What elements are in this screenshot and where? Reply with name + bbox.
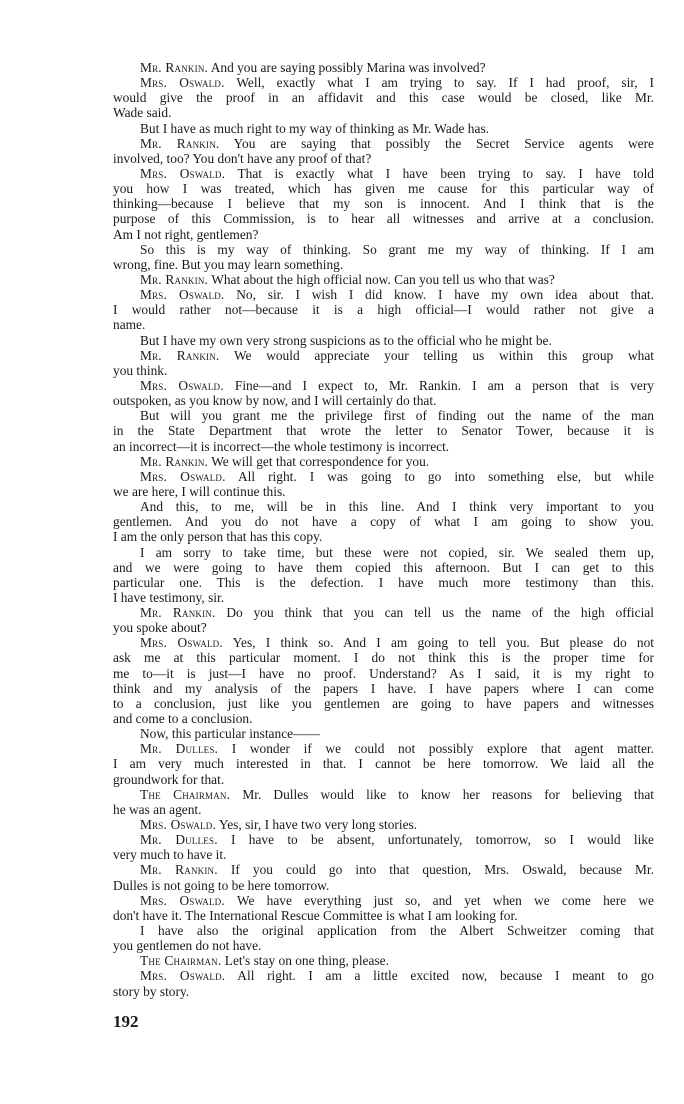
paragraph bbox=[113, 469, 654, 499]
text-line bbox=[113, 862, 654, 877]
speaker-name: The Chairman. bbox=[140, 953, 222, 969]
text-line: Now, this particular instance—— bbox=[140, 726, 320, 742]
text-line: story by story. bbox=[113, 983, 190, 999]
text-line: thinking—because I believe that my son is innocent. And I think that is the bbox=[113, 196, 654, 212]
text-line: ask me at this particular moment. I do not think this is the proper time for bbox=[113, 650, 654, 666]
paragraph bbox=[113, 605, 654, 635]
speaker-name: Mrs. Oswald. bbox=[140, 968, 226, 984]
text-line: purpose of this Commission, is to hear all witnesses and arrive at a conclusion. bbox=[113, 211, 654, 227]
text-line: you how I was treated, which has given me cause for this particular way of bbox=[113, 181, 654, 197]
text-line bbox=[113, 75, 654, 90]
text-line: don't have it. The International Rescue Committee is what I am looking for. bbox=[113, 907, 518, 923]
line-text: Yes, I think so. And I am going to tell you. But please do not bbox=[232, 635, 654, 651]
text-line: I am very much interested in that. I cannot be here tomorrow. We laid all the bbox=[113, 756, 654, 772]
text-line: Am I not right, gentlemen? bbox=[113, 226, 259, 242]
text-line: And this, to me, will be in this line. And I think very important to you bbox=[140, 499, 654, 515]
speaker-name: Mrs. Oswald. bbox=[140, 287, 225, 303]
speaker-name: Mr. Rankin. bbox=[140, 453, 209, 469]
paragraph bbox=[113, 454, 654, 469]
text-line bbox=[113, 968, 654, 983]
paragraph bbox=[113, 923, 654, 953]
text-line: and come to a conclusion. bbox=[113, 711, 253, 727]
line-text: And you are saying possibly Marina was involved? bbox=[210, 60, 486, 75]
speaker-name: Mr. Rankin. bbox=[140, 347, 220, 363]
paragraph bbox=[113, 242, 654, 272]
text-line: particular one. This is the defection. I have much more testimony than this. bbox=[113, 574, 654, 590]
line-text: Do you think that you can tell us the name of the high official bbox=[226, 605, 654, 621]
paragraph bbox=[113, 408, 654, 453]
text-line bbox=[113, 60, 654, 75]
line-text: Let's stay on one thing, please. bbox=[224, 953, 389, 969]
text-line: you spoke about? bbox=[113, 620, 207, 636]
text-line bbox=[113, 469, 654, 484]
speaker-name: Mr. Dulles. bbox=[140, 741, 219, 757]
line-text: If you could go into that question, Mrs. Oswald, because Mr. bbox=[230, 862, 654, 878]
text-line bbox=[113, 605, 654, 620]
text-line bbox=[113, 136, 654, 151]
text-line bbox=[113, 454, 654, 469]
text-line: But I have my own very strong suspicions as to the official who he might be. bbox=[140, 332, 552, 348]
line-text: I have to be absent, unfortunately, tomorrow, so I would like bbox=[231, 832, 654, 848]
text-line: name. bbox=[113, 317, 146, 333]
paragraph bbox=[113, 545, 654, 606]
paragraph bbox=[113, 726, 654, 741]
text-line bbox=[113, 832, 654, 847]
speaker-name: Mr. Rankin. bbox=[140, 135, 220, 151]
text-line bbox=[113, 817, 654, 832]
line-text: We have everything just so, and yet when we come here we bbox=[236, 892, 654, 908]
paragraph bbox=[113, 741, 654, 786]
text-line: an incorrect—it is incorrect—the whole testimony is incorrect. bbox=[113, 438, 450, 454]
paragraph bbox=[113, 136, 654, 166]
speaker-name: Mrs. Oswald. bbox=[140, 817, 217, 833]
paragraph bbox=[113, 893, 654, 923]
text-line bbox=[113, 378, 654, 393]
text-line: in the State Department that wrote the letter to Senator Tower, because it is bbox=[113, 423, 654, 439]
text-line: Wade said. bbox=[113, 105, 172, 121]
text-line: to a conclusion, just like you gentlemen are going to have papers and witnesses bbox=[113, 695, 654, 711]
speaker-name: Mr. Dulles. bbox=[140, 832, 218, 848]
text-line: you think. bbox=[113, 362, 168, 378]
speaker-name: Mrs. Oswald. bbox=[140, 892, 225, 908]
text-line: would give the proof in an affidavit and this case would be closed, like Mr. bbox=[113, 90, 654, 106]
speaker-name: Mrs. Oswald. bbox=[140, 635, 223, 651]
line-text: Yes, sir, I have two very long stories. bbox=[218, 817, 418, 833]
paragraph bbox=[113, 499, 654, 544]
text-line bbox=[113, 348, 654, 363]
text-line bbox=[113, 787, 654, 802]
text-line: Dulles is not going to be here tomorrow. bbox=[113, 877, 330, 893]
line-text: We would appreciate your telling us within this group what bbox=[233, 347, 654, 363]
line-text: What about the high official now. Can you tell us who that was? bbox=[211, 271, 555, 287]
text-line: I have testimony, sir. bbox=[113, 589, 225, 605]
text-line bbox=[113, 272, 654, 287]
paragraph bbox=[113, 635, 654, 726]
text-line bbox=[113, 953, 654, 968]
page-number: 192 bbox=[113, 1012, 139, 1031]
speaker-name: Mr. Rankin. bbox=[140, 862, 218, 878]
text-line: But I have as much right to my way of thinking as Mr. Wade has. bbox=[140, 120, 490, 136]
text-line: groundwork for that. bbox=[113, 771, 225, 787]
text-line: wrong, fine. But you may learn something. bbox=[113, 256, 344, 272]
line-text: We will get that correspondence for you. bbox=[211, 453, 430, 469]
line-text: All right. I am a little excited now, because I meant to go bbox=[237, 968, 654, 984]
line-text: You are saying that possibly the Secret Service agents were bbox=[233, 135, 654, 151]
line-text: All right. I was going to go into something else, but while bbox=[237, 468, 654, 484]
text-line: think and my analysis of the papers I have. I have papers where I can come bbox=[113, 680, 654, 696]
text-line: But will you grant me the privilege first of finding out the name of the man bbox=[140, 408, 654, 424]
text-line bbox=[113, 893, 654, 908]
paragraph bbox=[113, 787, 654, 817]
line-text: That is exactly what I have been trying to say. I have told bbox=[237, 165, 654, 181]
line-text: Well, exactly what I am trying to say. If I had proof, sir, I bbox=[236, 75, 654, 91]
speaker-name: Mr. Rankin. bbox=[140, 60, 209, 75]
text-line: outspoken, as you know by now, and I will certainly do that. bbox=[113, 393, 437, 409]
speaker-name: The Chairman. bbox=[140, 786, 231, 802]
paragraph bbox=[113, 348, 654, 378]
text-line bbox=[113, 635, 654, 650]
text-line: I am the only person that has this copy. bbox=[113, 529, 323, 545]
text-line bbox=[113, 287, 654, 302]
paragraph bbox=[113, 121, 654, 136]
text-line: and we were going to have them copied this afternoon. But I can get to this bbox=[113, 559, 654, 575]
paragraph bbox=[113, 968, 654, 998]
text-line: I am sorry to take time, but these were not copied, sir. We sealed them up, bbox=[140, 544, 654, 560]
line-text: Fine—and I expect to, Mr. Rankin. I am a person that is very bbox=[234, 377, 654, 393]
line-text: I wonder if we could not possibly explore that agent matter. bbox=[231, 741, 654, 757]
text-line: very much to have it. bbox=[113, 847, 227, 863]
paragraph bbox=[113, 832, 654, 862]
text-line: gentlemen. And you do not have a copy of what I am going to show you. bbox=[113, 514, 654, 530]
speaker-name: Mr. Rankin. bbox=[140, 605, 216, 621]
speaker-name: Mrs. Oswald. bbox=[140, 75, 225, 91]
paragraph bbox=[113, 166, 654, 242]
line-text: Mr. Dulles would like to know her reasons for believing that bbox=[242, 786, 654, 802]
transcript-body bbox=[113, 60, 654, 999]
line-text: No, sir. I wish I did know. I have my own idea about that. bbox=[236, 287, 654, 303]
text-line: I would rather not—because it is a high official—I would rather not give a bbox=[113, 302, 654, 318]
speaker-name: Mrs. Oswald. bbox=[140, 468, 226, 484]
text-line: he was an agent. bbox=[113, 801, 202, 817]
text-line bbox=[113, 741, 654, 756]
text-line: you gentlemen do not have. bbox=[113, 938, 262, 954]
paragraph bbox=[113, 378, 654, 408]
text-line: involved, too? You don't have any proof of that? bbox=[113, 150, 372, 166]
paragraph bbox=[113, 60, 654, 75]
speaker-name: Mrs. Oswald. bbox=[140, 165, 226, 181]
text-line: I have also the original application from the Albert Schweitzer coming that bbox=[140, 923, 654, 939]
text-line: So this is my way of thinking. So grant me my way of thinking. If I am bbox=[140, 241, 654, 257]
paragraph bbox=[113, 817, 654, 832]
paragraph bbox=[113, 862, 654, 892]
paragraph bbox=[113, 287, 654, 332]
paragraph bbox=[113, 75, 654, 120]
paragraph bbox=[113, 953, 654, 968]
text-line: me to—it is just—I have no proof. Understand? As I said, it is my right to bbox=[113, 665, 654, 681]
text-line: we are here, I will continue this. bbox=[113, 483, 286, 499]
speaker-name: Mr. Rankin. bbox=[140, 271, 209, 287]
text-line bbox=[113, 166, 654, 181]
paragraph bbox=[113, 333, 654, 348]
speaker-name: Mrs. Oswald. bbox=[140, 377, 224, 393]
paragraph bbox=[113, 272, 654, 287]
